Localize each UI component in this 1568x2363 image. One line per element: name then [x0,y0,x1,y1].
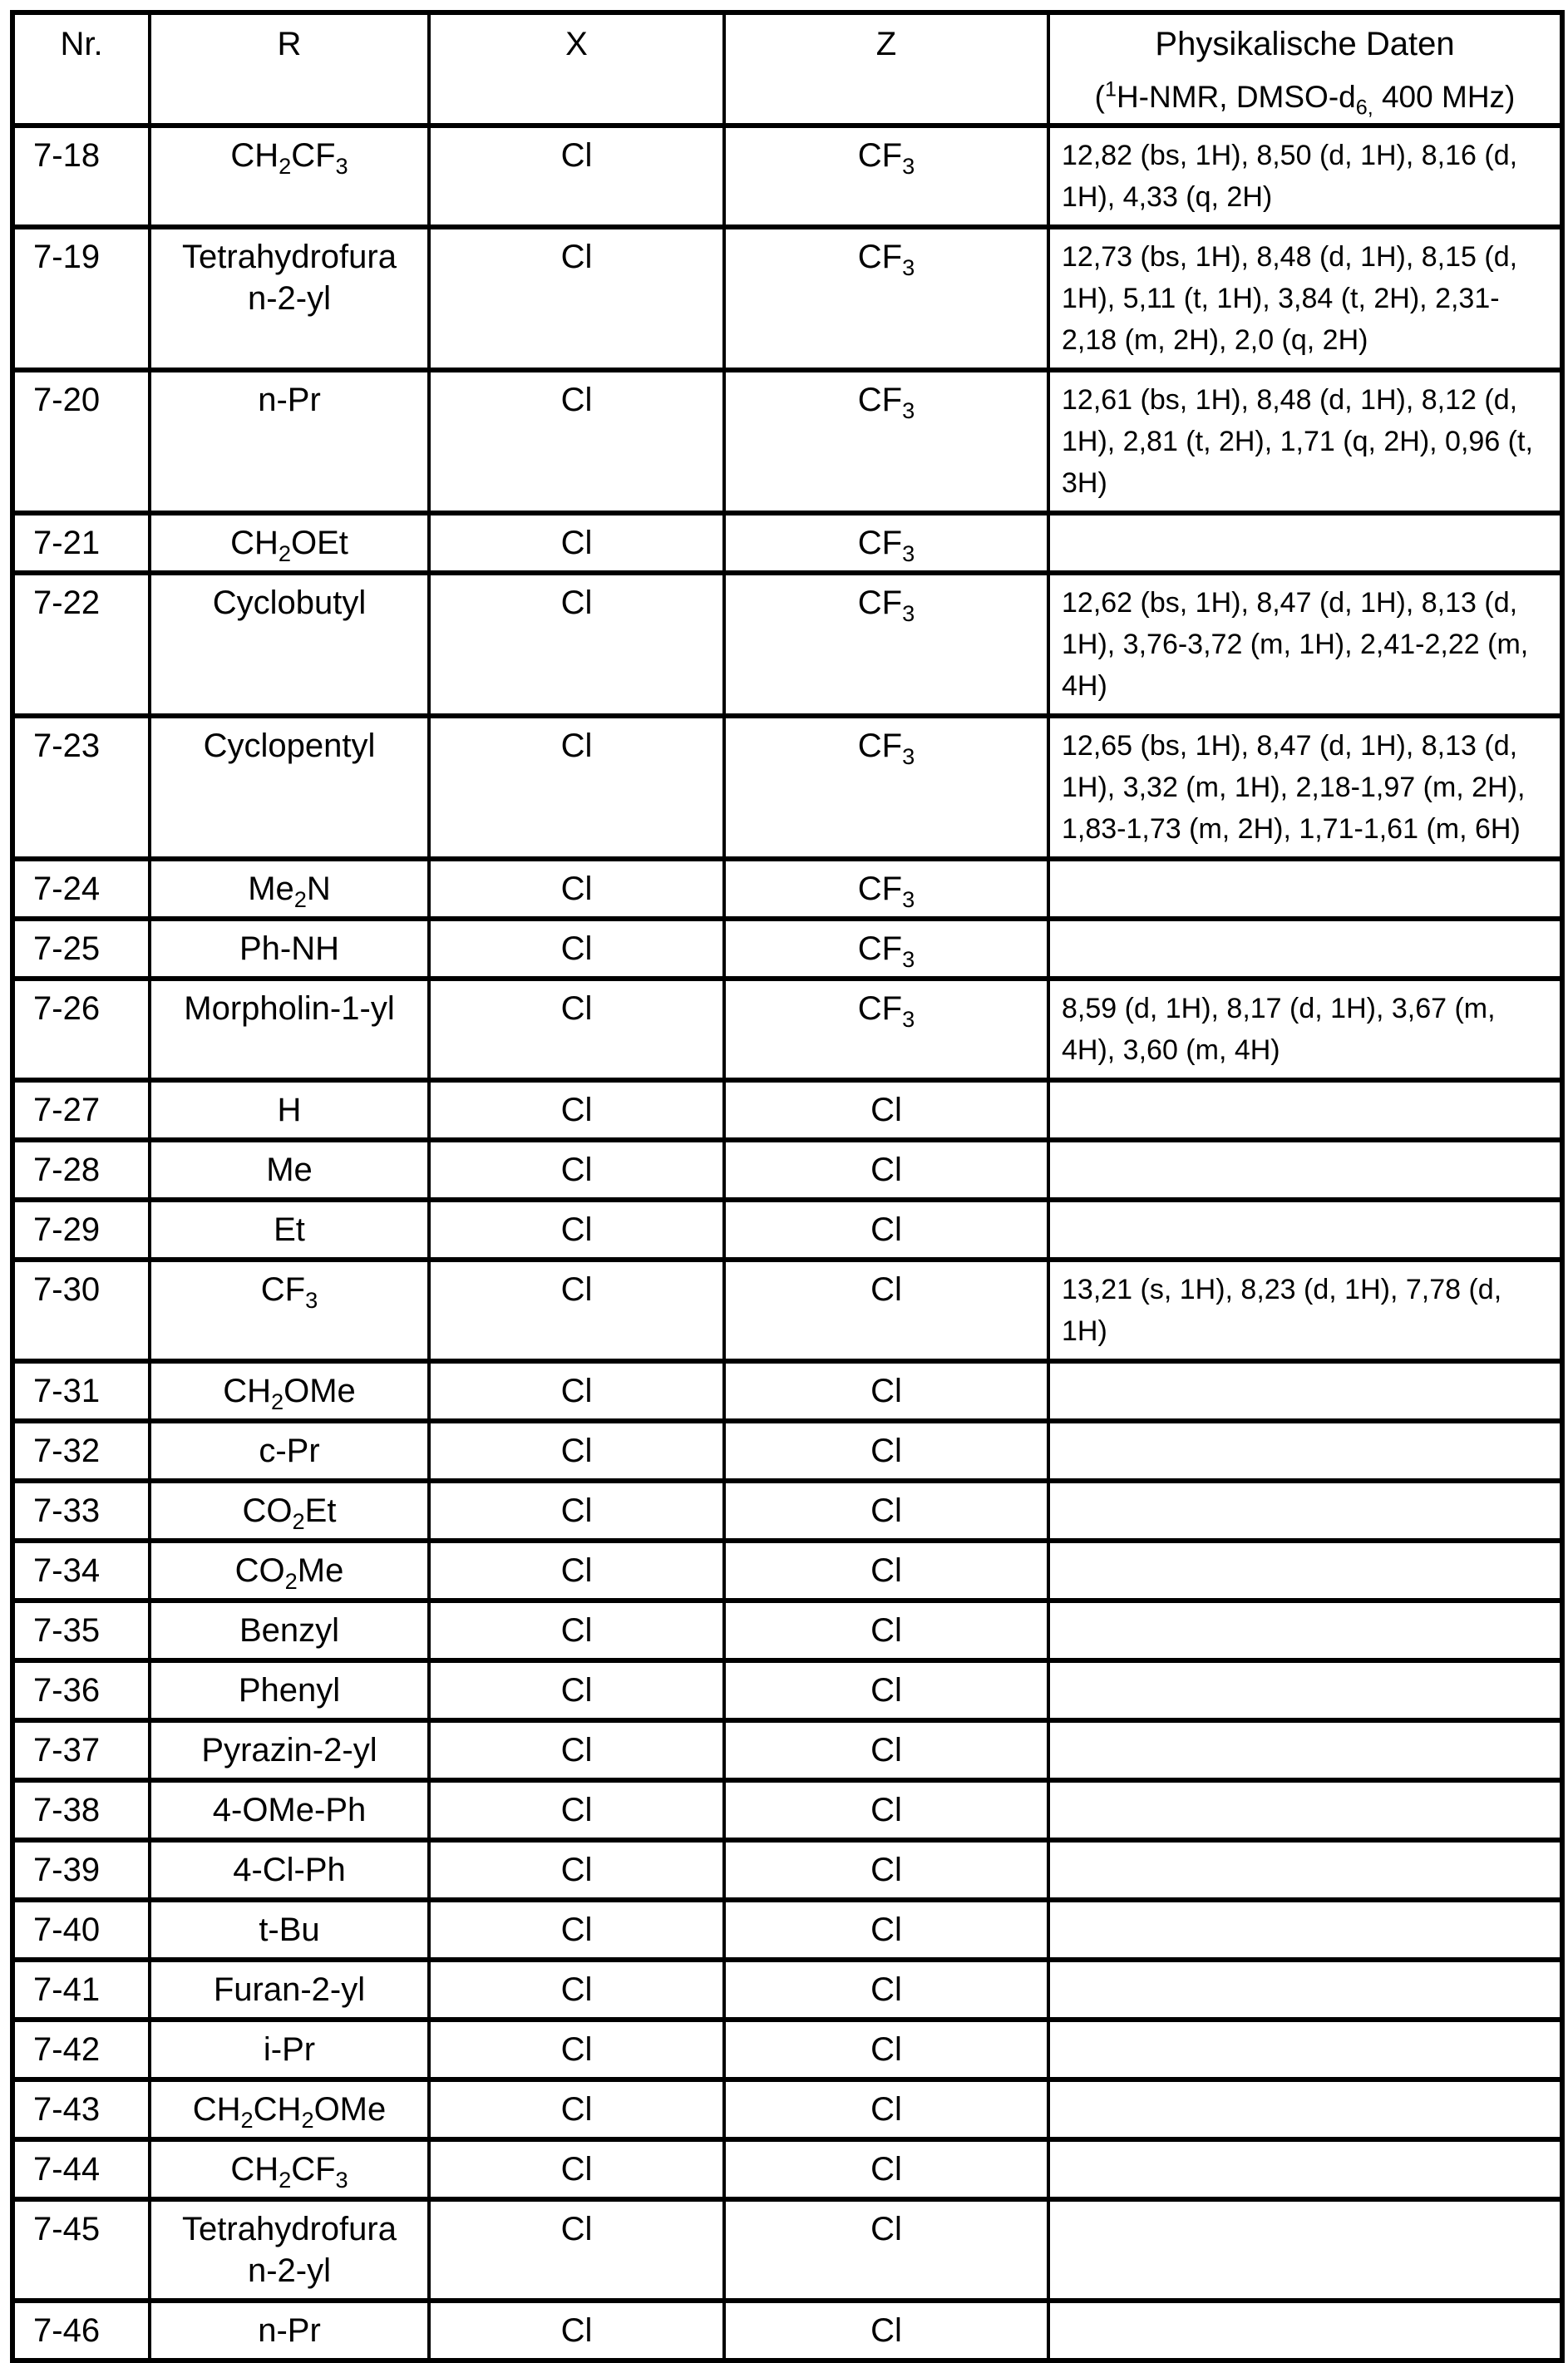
cell-z: Cl [724,2079,1048,2139]
table-row [12,1080,1562,1140]
table-row [12,2139,1562,2199]
cell-r: Furan-2-yl [150,1960,429,2020]
cell-daten [1048,2199,1562,2301]
cell-r: Cyclobutyl [150,573,429,716]
cell-z: $CF_3$ [724,573,1048,716]
cell-nr: 7-21 [12,513,150,573]
cell-r: Phenyl [150,1660,429,1720]
cell-x: Cl [429,1960,724,2020]
cell-z: Cl [724,2199,1048,2301]
table-row [12,716,1562,859]
cell-daten: 13,21 (s, 1H), 8,23 (d, 1H), 7,78 (d, 1H) [1048,1260,1562,1361]
cell-nr: 7-31 [12,1361,150,1421]
cell-daten: 12,61 (bs, 1H), 8,48 (d, 1H), 8,12 (d, 1H), 2,81 (t, 2H), 1,71 (q, 2H), 0,96 (t, 3H) [1048,370,1562,513]
cell-r: H [150,1080,429,1140]
cell-daten [1048,513,1562,573]
cell-nr: 7-44 [12,2139,150,2199]
cell-x: Cl [429,1140,724,1200]
cell-x: Cl [429,1900,724,1960]
cell-z: $CF_3$ [724,716,1048,859]
table-row [12,1541,1562,1601]
cell-daten [1048,1840,1562,1900]
table-row [12,126,1562,227]
cell-nr: 7-42 [12,2020,150,2079]
cell-daten: 8,59 (d, 1H), 8,17 (d, 1H), 3,67 (m, 4H), 3,60 (m, 4H) [1048,979,1562,1080]
cell-z: Cl [724,1260,1048,1361]
cell-r: c-Pr [150,1421,429,1481]
cell-daten [1048,1421,1562,1481]
col-header-z-label: Z [875,26,897,62]
col-header-daten-subline: ($^1$H-NMR, DMSO-$d_{6,}$ 400 MHz) [1094,77,1516,120]
cell-x: Cl [429,1660,724,1720]
col-header-nr-label: Nr. [60,26,103,62]
cell-z: Cl [724,2301,1048,2361]
table-row [12,2079,1562,2139]
cell-x: Cl [429,1541,724,1601]
cell-nr: 7-22 [12,573,150,716]
table-row [12,1200,1562,1260]
cell-r: Me [150,1140,429,1200]
cell-x: Cl [429,1481,724,1541]
table-row [12,573,1562,716]
cell-daten [1048,2139,1562,2199]
cell-x: Cl [429,370,724,513]
cell-z: Cl [724,1541,1048,1601]
cell-nr: 7-32 [12,1421,150,1481]
cell-x: Cl [429,513,724,573]
cell-z: Cl [724,1900,1048,1960]
table-row [12,1720,1562,1780]
cell-z: Cl [724,1960,1048,2020]
col-header-daten-label: Physikalische Daten [1155,26,1455,62]
table-row [12,919,1562,979]
cell-x: Cl [429,1080,724,1140]
cell-daten [1048,1140,1562,1200]
cell-nr: 7-33 [12,1481,150,1541]
cell-z: Cl [724,1481,1048,1541]
cell-x: Cl [429,1780,724,1840]
cell-daten [1048,1541,1562,1601]
cell-x: Cl [429,919,724,979]
cell-daten [1048,1660,1562,1720]
cell-daten [1048,2020,1562,2079]
cell-z: $CF_3$ [724,919,1048,979]
cell-z: $CF_3$ [724,859,1048,919]
cell-daten: 12,65 (bs, 1H), 8,47 (d, 1H), 8,13 (d, 1H), 3,32 (m, 1H), 2,18-1,97 (m, 2H), 1,83-1,73 (m, 2H), 1,71-1,61 (m, 6H) [1048,716,1562,859]
cell-x: Cl [429,2020,724,2079]
cell-r: n-Pr [150,2301,429,2361]
cell-r: $Me_2N$ [150,859,429,919]
cell-x: Cl [429,1421,724,1481]
cell-r: Pyrazin-2-yl [150,1720,429,1780]
table-row [12,370,1562,513]
cell-nr: 7-24 [12,859,150,919]
cell-daten [1048,2301,1562,2361]
cell-daten [1048,1780,1562,1840]
table-row [12,1140,1562,1200]
cell-nr: 7-34 [12,1541,150,1601]
cell-z: Cl [724,1140,1048,1200]
cell-r: $CH_2OEt$ [150,513,429,573]
table-row [12,1601,1562,1660]
cell-daten [1048,1361,1562,1421]
col-header-z [724,12,1048,126]
cell-r: $CO_2Et$ [150,1481,429,1541]
table-row [12,227,1562,370]
cell-nr: 7-20 [12,370,150,513]
cell-z: $CF_3$ [724,126,1048,227]
cell-nr: 7-36 [12,1660,150,1720]
cell-z: Cl [724,1080,1048,1140]
col-header-x-label: X [565,26,588,62]
cell-z: $CF_3$ [724,370,1048,513]
col-header-r-label: R [277,26,302,62]
cell-nr: 7-38 [12,1780,150,1840]
cell-z: Cl [724,1840,1048,1900]
cell-z: $CF_3$ [724,227,1048,370]
cell-nr: 7-27 [12,1080,150,1140]
cell-r: Tetrahydrofura n-2-yl [150,2199,429,2301]
table-body [12,126,1562,2361]
cell-r: $CH_2CH_2OMe$ [150,2079,429,2139]
cell-x: Cl [429,1200,724,1260]
table-row [12,2199,1562,2301]
cell-nr: 7-45 [12,2199,150,2301]
cell-daten [1048,1080,1562,1140]
cell-x: Cl [429,716,724,859]
table-row [12,1900,1562,1960]
cell-daten [1048,2079,1562,2139]
cell-daten [1048,859,1562,919]
cell-r: t-Bu [150,1900,429,1960]
cell-x: Cl [429,227,724,370]
cell-z: Cl [724,2020,1048,2079]
cell-daten: 12,73 (bs, 1H), 8,48 (d, 1H), 8,15 (d, 1H), 5,11 (t, 1H), 3,84 (t, 2H), 2,31-2,18 (m, 2H), 2,0 (q, 2H) [1048,227,1562,370]
cell-r: Tetrahydrofura n-2-yl [150,227,429,370]
cell-nr: 7-30 [12,1260,150,1361]
cell-nr: 7-26 [12,979,150,1080]
cell-daten [1048,1960,1562,2020]
cell-r: 4-Cl-Ph [150,1840,429,1900]
cell-nr: 7-39 [12,1840,150,1900]
cell-daten [1048,1720,1562,1780]
cell-r: $CH_2CF_3$ [150,2139,429,2199]
cell-z: Cl [724,1780,1048,1840]
cell-nr: 7-18 [12,126,150,227]
cell-x: Cl [429,126,724,227]
cell-x: Cl [429,573,724,716]
cell-z: Cl [724,1660,1048,1720]
cell-nr: 7-40 [12,1900,150,1960]
table-row [12,2301,1562,2361]
cell-r: $CH_2CF_3$ [150,126,429,227]
cell-nr: 7-37 [12,1720,150,1780]
cell-r: $CO_2Me$ [150,1541,429,1601]
table-row [12,1421,1562,1481]
table-row [12,979,1562,1080]
table-row [12,1960,1562,2020]
table-row [12,1780,1562,1840]
cell-daten [1048,1481,1562,1541]
cell-nr: 7-35 [12,1601,150,1660]
cell-z: $CF_3$ [724,979,1048,1080]
cell-nr: 7-43 [12,2079,150,2139]
cell-z: Cl [724,1361,1048,1421]
col-header-nr [12,12,150,126]
cell-r: $CH_2OMe$ [150,1361,429,1421]
cell-x: Cl [429,2301,724,2361]
cell-daten [1048,1900,1562,1960]
table-row [12,1361,1562,1421]
cell-r: n-Pr [150,370,429,513]
cell-x: Cl [429,2139,724,2199]
table-row [12,1260,1562,1361]
cell-daten: 12,82 (bs, 1H), 8,50 (d, 1H), 8,16 (d, 1H), 4,33 (q, 2H) [1048,126,1562,227]
cell-z: Cl [724,1601,1048,1660]
cell-z: Cl [724,1200,1048,1260]
cell-x: Cl [429,2079,724,2139]
cell-nr: 7-19 [12,227,150,370]
col-header-x [429,12,724,126]
table-row [12,1840,1562,1900]
cell-daten: 12,62 (bs, 1H), 8,47 (d, 1H), 8,13 (d, 1H), 3,76-3,72 (m, 1H), 2,41-2,22 (m, 4H) [1048,573,1562,716]
cell-nr: 7-46 [12,2301,150,2361]
cell-daten [1048,1601,1562,1660]
table-row [12,1481,1562,1541]
cell-x: Cl [429,1361,724,1421]
header-row [12,12,1562,126]
table-row [12,1660,1562,1720]
cell-r: Morpholin-1-yl [150,979,429,1080]
cell-daten [1048,1200,1562,1260]
table-row [12,513,1562,573]
cell-r: 4-OMe-Ph [150,1780,429,1840]
cell-x: Cl [429,1260,724,1361]
cell-x: Cl [429,1720,724,1780]
col-header-r [150,12,429,126]
cell-r: Et [150,1200,429,1260]
cell-nr: 7-29 [12,1200,150,1260]
cell-nr: 7-25 [12,919,150,979]
cell-r: Benzyl [150,1601,429,1660]
cell-daten [1048,919,1562,979]
cell-nr: 7-23 [12,716,150,859]
cell-x: Cl [429,1601,724,1660]
cell-z: Cl [724,1720,1048,1780]
cell-nr: 7-41 [12,1960,150,2020]
cell-z: Cl [724,1421,1048,1481]
cell-z: $CF_3$ [724,513,1048,573]
cell-r: i-Pr [150,2020,429,2079]
cell-x: Cl [429,2199,724,2301]
table-row [12,2020,1562,2079]
cell-r: Ph-NH [150,919,429,979]
compound-table [10,10,1565,2363]
cell-z: Cl [724,2139,1048,2199]
cell-r: Cyclopentyl [150,716,429,859]
col-header-daten [1048,12,1562,126]
cell-x: Cl [429,1840,724,1900]
cell-nr: 7-28 [12,1140,150,1200]
cell-r: $CF_3$ [150,1260,429,1361]
cell-x: Cl [429,979,724,1080]
cell-x: Cl [429,859,724,919]
table-row [12,859,1562,919]
